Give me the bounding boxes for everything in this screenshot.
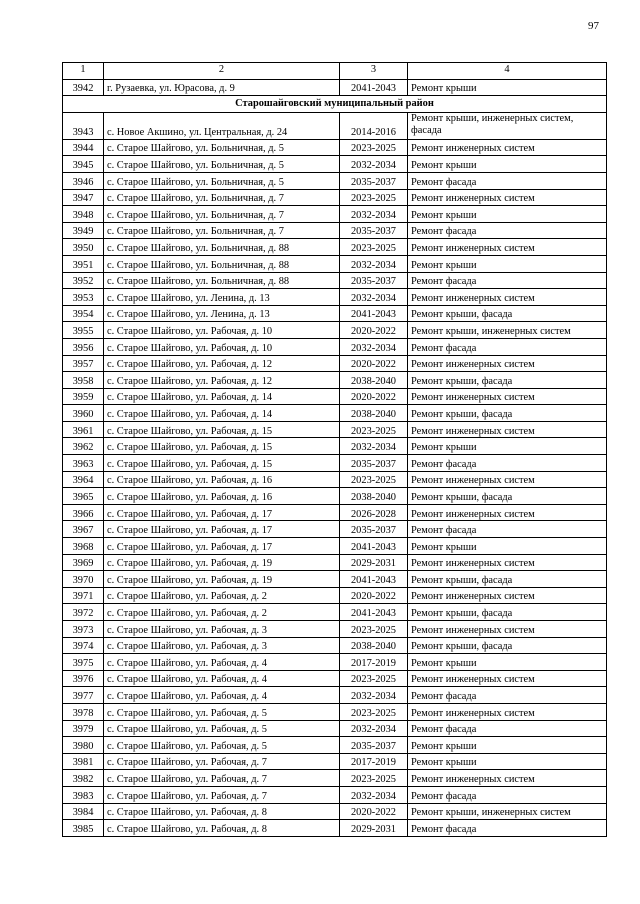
table-row bbox=[63, 587, 607, 604]
row-period: 2035-2037 bbox=[340, 521, 408, 538]
row-period: 2041-2043 bbox=[340, 604, 408, 621]
table-row bbox=[63, 571, 607, 588]
row-work-type: Ремонт крыши, фасада bbox=[408, 637, 607, 654]
row-address: с. Новое Акшино, ул. Центральная, д. 24 bbox=[104, 112, 340, 139]
row-number: 3951 bbox=[63, 255, 104, 272]
row-work-type: Ремонт фасада bbox=[408, 687, 607, 704]
row-work-type: Ремонт инженерных систем bbox=[408, 239, 607, 256]
table-row bbox=[63, 521, 607, 538]
table-row bbox=[63, 770, 607, 787]
row-address: с. Старое Шайгово, ул. Больничная, д. 5 bbox=[104, 156, 340, 173]
row-address: с. Старое Шайгово, ул. Рабочая, д. 7 bbox=[104, 786, 340, 803]
row-address: с. Старое Шайгово, ул. Рабочая, д. 5 bbox=[104, 720, 340, 737]
row-period: 2020-2022 bbox=[340, 355, 408, 372]
row-period: 2032-2034 bbox=[340, 255, 408, 272]
row-number: 3944 bbox=[63, 139, 104, 156]
row-address: с. Старое Шайгово, ул. Рабочая, д. 16 bbox=[104, 488, 340, 505]
row-period: 2023-2025 bbox=[340, 471, 408, 488]
row-period: 2023-2025 bbox=[340, 703, 408, 720]
row-number: 3943 bbox=[63, 112, 104, 139]
row-work-type: Ремонт крыши bbox=[408, 79, 607, 96]
row-number: 3972 bbox=[63, 604, 104, 621]
row-number: 3955 bbox=[63, 322, 104, 339]
row-work-type: Ремонт инженерных систем bbox=[408, 355, 607, 372]
table-row bbox=[63, 803, 607, 820]
table-row bbox=[63, 488, 607, 505]
row-number: 3953 bbox=[63, 289, 104, 306]
row-address: с. Старое Шайгово, ул. Рабочая, д. 15 bbox=[104, 421, 340, 438]
row-address: с. Старое Шайгово, ул. Рабочая, д. 15 bbox=[104, 438, 340, 455]
table-row bbox=[63, 156, 607, 173]
row-period: 2020-2022 bbox=[340, 388, 408, 405]
table-row bbox=[63, 289, 607, 306]
row-address: с. Старое Шайгово, ул. Больничная, д. 7 bbox=[104, 189, 340, 206]
table-row bbox=[63, 272, 607, 289]
row-period: 2032-2034 bbox=[340, 206, 408, 223]
row-address: с. Старое Шайгово, ул. Больничная, д. 5 bbox=[104, 139, 340, 156]
row-number: 3975 bbox=[63, 654, 104, 671]
table-row bbox=[63, 703, 607, 720]
row-number: 3981 bbox=[63, 753, 104, 770]
row-period: 2023-2025 bbox=[340, 421, 408, 438]
table-row bbox=[63, 305, 607, 322]
row-period: 2035-2037 bbox=[340, 172, 408, 189]
table-row bbox=[63, 421, 607, 438]
row-number: 3948 bbox=[63, 206, 104, 223]
table-row bbox=[63, 820, 607, 837]
row-address: с. Старое Шайгово, ул. Больничная, д. 88 bbox=[104, 255, 340, 272]
row-address: с. Старое Шайгово, ул. Рабочая, д. 16 bbox=[104, 471, 340, 488]
table-row bbox=[63, 538, 607, 555]
row-work-type: Ремонт инженерных систем bbox=[408, 504, 607, 521]
table-row bbox=[63, 621, 607, 638]
row-number: 3959 bbox=[63, 388, 104, 405]
row-address: с. Старое Шайгово, ул. Рабочая, д. 10 bbox=[104, 322, 340, 339]
row-number: 3960 bbox=[63, 405, 104, 422]
row-period: 2020-2022 bbox=[340, 322, 408, 339]
header-cell-col2: 2 bbox=[104, 63, 340, 80]
row-work-type: Ремонт инженерных систем bbox=[408, 770, 607, 787]
row-period: 2032-2034 bbox=[340, 438, 408, 455]
row-work-type: Ремонт крыши, инженерных систем bbox=[408, 322, 607, 339]
row-period: 2032-2034 bbox=[340, 289, 408, 306]
row-work-type: Ремонт крыши bbox=[408, 255, 607, 272]
row-work-type: Ремонт фасада bbox=[408, 222, 607, 239]
row-period: 2023-2025 bbox=[340, 621, 408, 638]
row-number: 3957 bbox=[63, 355, 104, 372]
table-row bbox=[63, 654, 607, 671]
row-address: с. Старое Шайгово, ул. Рабочая, д. 8 bbox=[104, 820, 340, 837]
row-number: 3970 bbox=[63, 571, 104, 588]
row-number: 3949 bbox=[63, 222, 104, 239]
row-number: 3962 bbox=[63, 438, 104, 455]
row-number: 3942 bbox=[63, 79, 104, 96]
row-number: 3964 bbox=[63, 471, 104, 488]
row-period: 2038-2040 bbox=[340, 405, 408, 422]
row-period: 2023-2025 bbox=[340, 239, 408, 256]
row-work-type: Ремонт фасада bbox=[408, 172, 607, 189]
table-body bbox=[63, 63, 607, 837]
row-address: с. Старое Шайгово, ул. Рабочая, д. 3 bbox=[104, 637, 340, 654]
row-address: с. Старое Шайгово, ул. Рабочая, д. 14 bbox=[104, 405, 340, 422]
row-period: 2041-2043 bbox=[340, 305, 408, 322]
row-work-type: Ремонт крыши, фасада bbox=[408, 372, 607, 389]
row-period: 2020-2022 bbox=[340, 587, 408, 604]
row-work-type: Ремонт фасада bbox=[408, 455, 607, 472]
row-work-type: Ремонт фасада bbox=[408, 272, 607, 289]
row-number: 3968 bbox=[63, 538, 104, 555]
row-period: 2041-2043 bbox=[340, 538, 408, 555]
row-work-type: Ремонт крыши bbox=[408, 654, 607, 671]
table-row bbox=[63, 172, 607, 189]
row-period: 2032-2034 bbox=[340, 720, 408, 737]
row-number: 3963 bbox=[63, 455, 104, 472]
table-row bbox=[63, 189, 607, 206]
row-work-type: Ремонт крыши, фасада bbox=[408, 488, 607, 505]
row-period: 2032-2034 bbox=[340, 786, 408, 803]
row-number: 3973 bbox=[63, 621, 104, 638]
row-address: с. Старое Шайгово, ул. Больничная, д. 5 bbox=[104, 172, 340, 189]
row-number: 3979 bbox=[63, 720, 104, 737]
row-period: 2023-2025 bbox=[340, 139, 408, 156]
row-address: с. Старое Шайгово, ул. Рабочая, д. 19 bbox=[104, 571, 340, 588]
row-period: 2032-2034 bbox=[340, 338, 408, 355]
row-period: 2032-2034 bbox=[340, 687, 408, 704]
row-number: 3983 bbox=[63, 786, 104, 803]
table-row bbox=[63, 753, 607, 770]
repair-schedule-table bbox=[62, 62, 607, 837]
row-work-type: Ремонт крыши, фасада bbox=[408, 405, 607, 422]
row-period: 2029-2031 bbox=[340, 554, 408, 571]
table-row bbox=[63, 455, 607, 472]
row-work-type: Ремонт фасада bbox=[408, 521, 607, 538]
row-number: 3977 bbox=[63, 687, 104, 704]
row-period: 2032-2034 bbox=[340, 156, 408, 173]
table-row bbox=[63, 372, 607, 389]
row-period: 2035-2037 bbox=[340, 272, 408, 289]
row-number: 3985 bbox=[63, 820, 104, 837]
table-row bbox=[63, 338, 607, 355]
row-number: 3974 bbox=[63, 637, 104, 654]
row-address: с. Старое Шайгово, ул. Ленина, д. 13 bbox=[104, 289, 340, 306]
row-work-type: Ремонт крыши bbox=[408, 438, 607, 455]
row-address: с. Старое Шайгово, ул. Рабочая, д. 4 bbox=[104, 687, 340, 704]
row-address: с. Старое Шайгово, ул. Больничная, д. 88 bbox=[104, 239, 340, 256]
row-period: 2014-2016 bbox=[340, 112, 408, 139]
row-address: с. Старое Шайгово, ул. Рабочая, д. 2 bbox=[104, 604, 340, 621]
row-period: 2041-2043 bbox=[340, 79, 408, 96]
table-row bbox=[63, 79, 607, 96]
row-address: с. Старое Шайгово, ул. Рабочая, д. 17 bbox=[104, 504, 340, 521]
row-address: с. Старое Шайгово, ул. Рабочая, д. 15 bbox=[104, 455, 340, 472]
row-work-type: Ремонт инженерных систем bbox=[408, 703, 607, 720]
row-period: 2038-2040 bbox=[340, 372, 408, 389]
row-work-type: Ремонт фасада bbox=[408, 720, 607, 737]
row-address: с. Старое Шайгово, ул. Рабочая, д. 5 bbox=[104, 737, 340, 754]
row-period: 2029-2031 bbox=[340, 820, 408, 837]
table-row bbox=[63, 720, 607, 737]
section-title: Старошайговский муниципальный район bbox=[63, 96, 607, 113]
table-row bbox=[63, 139, 607, 156]
row-number: 3954 bbox=[63, 305, 104, 322]
page-number: 97 bbox=[588, 20, 599, 32]
row-work-type: Ремонт инженерных систем bbox=[408, 421, 607, 438]
table-row bbox=[63, 255, 607, 272]
table-row bbox=[63, 471, 607, 488]
table-row bbox=[63, 504, 607, 521]
table-row bbox=[63, 239, 607, 256]
row-number: 3971 bbox=[63, 587, 104, 604]
row-work-type: Ремонт крыши bbox=[408, 737, 607, 754]
row-address: с. Старое Шайгово, ул. Рабочая, д. 3 bbox=[104, 621, 340, 638]
row-address: с. Старое Шайгово, ул. Рабочая, д. 12 bbox=[104, 372, 340, 389]
row-work-type: Ремонт инженерных систем bbox=[408, 587, 607, 604]
row-number: 3978 bbox=[63, 703, 104, 720]
row-work-type: Ремонт крыши, фасада bbox=[408, 305, 607, 322]
row-number: 3950 bbox=[63, 239, 104, 256]
row-period: 2020-2022 bbox=[340, 803, 408, 820]
row-work-type: Ремонт фасада bbox=[408, 786, 607, 803]
row-address: с. Старое Шайгово, ул. Рабочая, д. 4 bbox=[104, 670, 340, 687]
row-number: 3945 bbox=[63, 156, 104, 173]
row-work-type: Ремонт инженерных систем bbox=[408, 289, 607, 306]
table-row bbox=[63, 554, 607, 571]
row-address: с. Старое Шайгово, ул. Рабочая, д. 5 bbox=[104, 703, 340, 720]
row-address: с. Старое Шайгово, ул. Больничная, д. 7 bbox=[104, 222, 340, 239]
row-period: 2041-2043 bbox=[340, 571, 408, 588]
row-number: 3947 bbox=[63, 189, 104, 206]
row-address: с. Старое Шайгово, ул. Ленина, д. 13 bbox=[104, 305, 340, 322]
row-work-type: Ремонт крыши, фасада bbox=[408, 604, 607, 621]
table-row bbox=[63, 388, 607, 405]
row-address: с. Старое Шайгово, ул. Рабочая, д. 4 bbox=[104, 654, 340, 671]
row-address: с. Старое Шайгово, ул. Рабочая, д. 7 bbox=[104, 753, 340, 770]
row-number: 3976 bbox=[63, 670, 104, 687]
row-number: 3967 bbox=[63, 521, 104, 538]
row-work-type: Ремонт инженерных систем bbox=[408, 471, 607, 488]
table-row bbox=[63, 637, 607, 654]
row-work-type: Ремонт инженерных систем bbox=[408, 554, 607, 571]
row-number: 3961 bbox=[63, 421, 104, 438]
row-address: с. Старое Шайгово, ул. Рабочая, д. 14 bbox=[104, 388, 340, 405]
table-row bbox=[63, 405, 607, 422]
table-row bbox=[63, 222, 607, 239]
row-period: 2017-2019 bbox=[340, 654, 408, 671]
row-number: 3966 bbox=[63, 504, 104, 521]
row-address: с. Старое Шайгово, ул. Рабочая, д. 10 bbox=[104, 338, 340, 355]
row-address: с. Старое Шайгово, ул. Рабочая, д. 2 bbox=[104, 587, 340, 604]
row-number: 3952 bbox=[63, 272, 104, 289]
row-work-type: Ремонт фасада bbox=[408, 820, 607, 837]
row-number: 3980 bbox=[63, 737, 104, 754]
row-period: 2023-2025 bbox=[340, 670, 408, 687]
section-header-row bbox=[63, 96, 607, 113]
row-address: с. Старое Шайгово, ул. Рабочая, д. 7 bbox=[104, 770, 340, 787]
row-work-type: Ремонт инженерных систем bbox=[408, 388, 607, 405]
header-cell-col1: 1 bbox=[63, 63, 104, 80]
row-period: 2035-2037 bbox=[340, 222, 408, 239]
table-row bbox=[63, 112, 607, 139]
table-row bbox=[63, 687, 607, 704]
row-period: 2035-2037 bbox=[340, 455, 408, 472]
row-address: с. Старое Шайгово, ул. Рабочая, д. 17 bbox=[104, 538, 340, 555]
row-work-type: Ремонт крыши bbox=[408, 156, 607, 173]
row-number: 3984 bbox=[63, 803, 104, 820]
row-work-type: Ремонт крыши, фасада bbox=[408, 571, 607, 588]
row-address: с. Старое Шайгово, ул. Больничная, д. 7 bbox=[104, 206, 340, 223]
row-number: 3946 bbox=[63, 172, 104, 189]
row-address: с. Старое Шайгово, ул. Рабочая, д. 12 bbox=[104, 355, 340, 372]
row-period: 2038-2040 bbox=[340, 637, 408, 654]
row-number: 3965 bbox=[63, 488, 104, 505]
table-row bbox=[63, 322, 607, 339]
table-row bbox=[63, 737, 607, 754]
row-period: 2038-2040 bbox=[340, 488, 408, 505]
row-period: 2017-2019 bbox=[340, 753, 408, 770]
row-work-type: Ремонт крыши, инженерных систем, фасада bbox=[408, 112, 607, 139]
row-address: с. Старое Шайгово, ул. Больничная, д. 88 bbox=[104, 272, 340, 289]
row-number: 3956 bbox=[63, 338, 104, 355]
row-period: 2023-2025 bbox=[340, 189, 408, 206]
row-number: 3969 bbox=[63, 554, 104, 571]
row-work-type: Ремонт фасада bbox=[408, 338, 607, 355]
row-period: 2023-2025 bbox=[340, 770, 408, 787]
table-row bbox=[63, 786, 607, 803]
row-work-type: Ремонт крыши, инженерных систем bbox=[408, 803, 607, 820]
row-work-type: Ремонт инженерных систем bbox=[408, 621, 607, 638]
table-row bbox=[63, 670, 607, 687]
row-period: 2026-2028 bbox=[340, 504, 408, 521]
row-work-type: Ремонт крыши bbox=[408, 538, 607, 555]
row-address: г. Рузаевка, ул. Юрасова, д. 9 bbox=[104, 79, 340, 96]
table-row bbox=[63, 438, 607, 455]
row-address: с. Старое Шайгово, ул. Рабочая, д. 19 bbox=[104, 554, 340, 571]
header-cell-col3: 3 bbox=[340, 63, 408, 80]
row-period: 2035-2037 bbox=[340, 737, 408, 754]
table-row bbox=[63, 604, 607, 621]
row-work-type: Ремонт инженерных систем bbox=[408, 670, 607, 687]
row-work-type: Ремонт инженерных систем bbox=[408, 139, 607, 156]
table-row bbox=[63, 206, 607, 223]
row-address: с. Старое Шайгово, ул. Рабочая, д. 8 bbox=[104, 803, 340, 820]
table-header-row bbox=[63, 63, 607, 80]
table-row bbox=[63, 355, 607, 372]
row-work-type: Ремонт крыши bbox=[408, 753, 607, 770]
header-cell-col4: 4 bbox=[408, 63, 607, 80]
row-address: с. Старое Шайгово, ул. Рабочая, д. 17 bbox=[104, 521, 340, 538]
row-number: 3982 bbox=[63, 770, 104, 787]
row-number: 3958 bbox=[63, 372, 104, 389]
row-work-type: Ремонт крыши bbox=[408, 206, 607, 223]
row-work-type: Ремонт инженерных систем bbox=[408, 189, 607, 206]
